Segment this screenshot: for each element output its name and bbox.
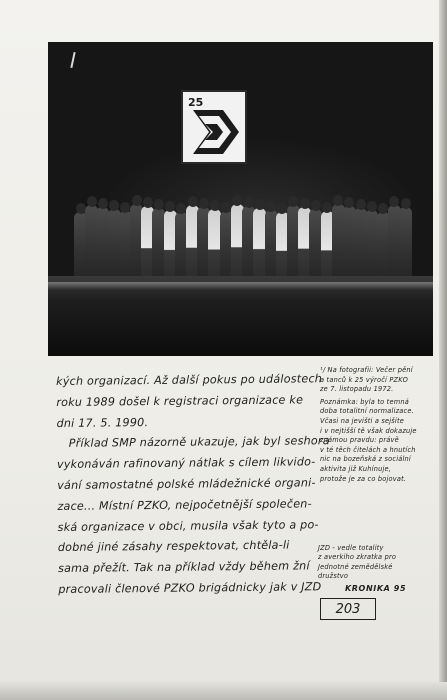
body-line: vání samostatné polské mládežnické organi- [57,476,316,492]
singer-head [98,198,108,209]
body-line: zace... Místní PZKO, nejpočetnější společen- [57,497,312,513]
note-line: a tanců k 25 výročí PZKO [320,375,408,384]
note-line: nic na bozeňská z sociální [320,455,411,464]
note-line: doba totalitní normalizace. [320,407,414,416]
body-line: pracovali členové PZKO brigádnicky jak v JZD [58,580,322,596]
page-edge-right [439,0,447,700]
note-line: protože je za co bojovat. [320,474,407,483]
singer-head [367,201,377,212]
note-line: známou pravdu: právě [320,436,399,445]
singer-head [311,200,321,211]
handwritten-body-text [56,369,330,600]
page-number: 203 [335,602,361,617]
singer-head [132,195,142,206]
footnote-line: JZD - vedle totality [318,544,384,552]
singer-head [356,199,366,210]
singer-head [199,198,209,209]
note-line: aktivita již Kuhínuje, [320,464,392,473]
body-line: dni 17. 5. 1990. [56,415,149,430]
singer-head [87,196,97,207]
singer-head [76,203,86,214]
note-line: v té těch čitelách a hnutích [320,445,416,454]
note-line: ¹/ Na fotografii: Večer pění [320,366,413,374]
singer-head [154,199,164,210]
note-line: Včasi na jevišti a sejšíte [320,416,404,425]
body-line: vykonáván rafinovaný nátlak s cílem likvido- [56,455,316,472]
page-number-box [320,598,376,620]
singer-head [143,197,153,208]
singer-head [300,198,310,209]
chronicle-label: KRONIKA 95 [345,584,407,593]
singer-head [188,196,198,207]
stage-edge [48,282,433,290]
photo-caption-note [320,366,438,484]
choir-photograph [48,42,433,356]
body-line: roku 1989 došel k registraci organizace ke [56,393,304,409]
singer-figure [399,207,412,282]
body-line: kých organizací. Až další pokus po událostech [56,372,323,388]
footnote-line: družstvo [318,572,349,581]
footnote-line: Jednotné zemědělské [318,562,393,571]
singer-head [322,202,332,213]
body-line: ská organizace v obci, musila však tyto a po- [57,517,319,534]
note-line: i v nejtišší tě však dokazuje [320,426,417,435]
note-line: Poznámka: byla to temná [320,397,409,406]
singer-head [244,197,254,208]
page-edge-bottom [0,682,447,700]
body-line: sama přežít. Tak na příklad vždy během žní [57,559,310,576]
jzd-footnote [318,544,436,582]
singer-head [255,199,265,210]
choir-group [68,142,413,282]
footnote-line: z averkiho zkratka pro [318,553,397,562]
singer-head [401,198,411,209]
body-line: Příklad SMP názorně ukazuje, jak byl seshora [68,434,330,451]
body-line: dobné jiné zásahy respektovat, chtěla-li [57,538,290,555]
singer-head [210,200,220,211]
singer-head [266,201,276,212]
note-line: ze 7. listopadu 1972. [320,385,394,394]
emblem-number: 25 [188,96,204,109]
